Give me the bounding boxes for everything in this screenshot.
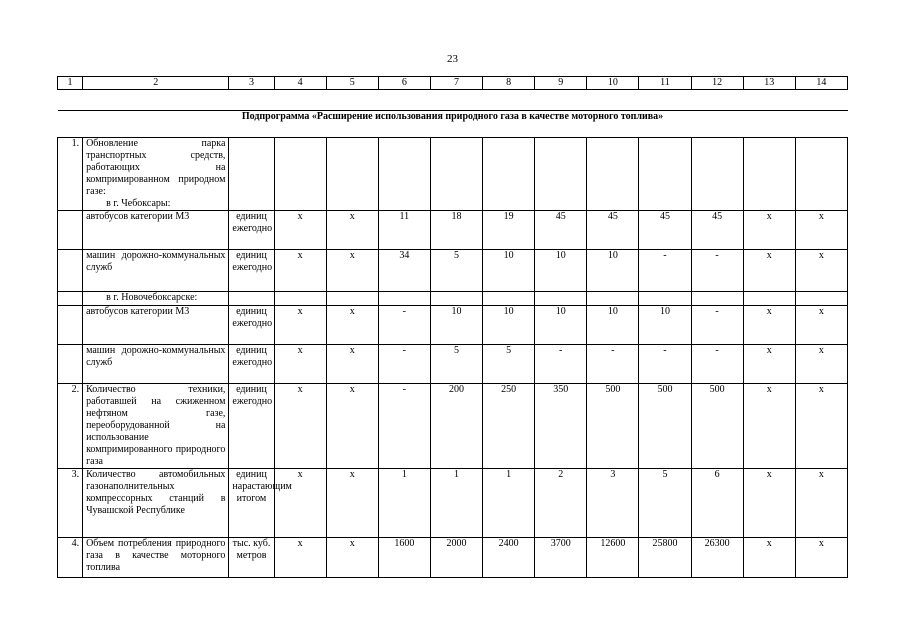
value-cell xyxy=(326,292,378,306)
row-unit: единиц ежегодно xyxy=(229,250,274,292)
value-cell: 10 xyxy=(430,306,482,345)
value-cell: 5 xyxy=(430,345,482,384)
row-number xyxy=(58,306,83,345)
value-cell xyxy=(274,292,326,306)
value-cell: 200 xyxy=(430,384,482,469)
value-cell: 5 xyxy=(430,250,482,292)
value-cell: 2400 xyxy=(483,538,535,578)
value-cell xyxy=(639,292,691,306)
value-cell: 500 xyxy=(691,384,743,469)
row-description xyxy=(83,138,229,211)
value-cell: x xyxy=(326,306,378,345)
row-number: 2. xyxy=(58,384,83,469)
value-cell xyxy=(795,292,847,306)
value-cell: x xyxy=(326,469,378,538)
row-unit: единиц ежегодно xyxy=(229,384,274,469)
value-cell: 45 xyxy=(639,211,691,250)
value-cell: x xyxy=(743,306,795,345)
row-description: автобусов категории М3 xyxy=(83,211,229,250)
column-number: 3 xyxy=(229,77,274,90)
cell xyxy=(587,138,639,211)
value-cell: x xyxy=(326,345,378,384)
value-cell: 5 xyxy=(639,469,691,538)
value-cell: x xyxy=(274,306,326,345)
row-description: Количество техники, работавшей на сжиженном нефтяном газе, переоборудованной на использование компримированного природного газа xyxy=(83,384,229,469)
value-cell: 45 xyxy=(691,211,743,250)
table-row xyxy=(58,306,848,345)
column-number: 7 xyxy=(430,77,482,90)
row-unit: тыс. куб. метров xyxy=(229,538,274,578)
column-number: 9 xyxy=(535,77,587,90)
row-description-text: в г. Новочебоксарске: xyxy=(106,292,198,303)
column-number: 10 xyxy=(587,77,639,90)
value-cell: 1 xyxy=(378,469,430,538)
cell xyxy=(326,138,378,211)
value-cell: 2 xyxy=(535,469,587,538)
table-row xyxy=(58,292,848,306)
column-number: 12 xyxy=(691,77,743,90)
value-cell xyxy=(430,292,482,306)
value-cell: x xyxy=(274,211,326,250)
row-description: автобусов категории М3 xyxy=(83,306,229,345)
cell xyxy=(535,138,587,211)
column-number: 13 xyxy=(743,77,795,90)
row-number xyxy=(58,211,83,250)
value-cell: 10 xyxy=(535,306,587,345)
column-number: 8 xyxy=(483,77,535,90)
value-cell: 6 xyxy=(691,469,743,538)
value-cell: 19 xyxy=(483,211,535,250)
value-cell: - xyxy=(378,345,430,384)
row-number xyxy=(58,292,83,306)
cell xyxy=(483,138,535,211)
row-description xyxy=(83,292,229,306)
cell xyxy=(691,138,743,211)
table-row xyxy=(58,138,848,211)
value-cell: 10 xyxy=(587,250,639,292)
row-number: 3. xyxy=(58,469,83,538)
value-cell: 25800 xyxy=(639,538,691,578)
table-row xyxy=(58,469,848,538)
value-cell: x xyxy=(274,384,326,469)
value-cell: x xyxy=(795,538,847,578)
value-cell: x xyxy=(274,469,326,538)
value-cell: 5 xyxy=(483,345,535,384)
value-cell: 10 xyxy=(483,250,535,292)
row-unit: единиц нарастающим итогом xyxy=(229,469,274,538)
value-cell: 34 xyxy=(378,250,430,292)
column-number: 14 xyxy=(795,77,847,90)
value-cell: - xyxy=(378,384,430,469)
value-cell xyxy=(691,292,743,306)
value-cell: x xyxy=(274,250,326,292)
value-cell: - xyxy=(378,306,430,345)
row-number: 1. xyxy=(58,138,83,211)
value-cell: x xyxy=(795,306,847,345)
value-cell: - xyxy=(691,345,743,384)
table-row xyxy=(58,345,848,384)
row-unit xyxy=(229,138,274,211)
row-unit: единиц ежегодно xyxy=(229,306,274,345)
value-cell: x xyxy=(326,538,378,578)
row-subdescription: в г. Чебоксары: xyxy=(106,198,171,209)
value-cell: x xyxy=(795,384,847,469)
value-cell: 18 xyxy=(430,211,482,250)
value-cell: 500 xyxy=(639,384,691,469)
value-cell: x xyxy=(326,211,378,250)
row-description: машин дорожно-коммунальных служб xyxy=(83,250,229,292)
value-cell xyxy=(743,292,795,306)
data-rows xyxy=(58,211,848,578)
column-number: 1 xyxy=(58,77,83,90)
row-number xyxy=(58,345,83,384)
value-cell: x xyxy=(274,345,326,384)
value-cell: x xyxy=(743,469,795,538)
row-number xyxy=(58,250,83,292)
row-number: 4. xyxy=(58,538,83,578)
value-cell: x xyxy=(326,384,378,469)
value-cell: 3 xyxy=(587,469,639,538)
column-number: 6 xyxy=(378,77,430,90)
value-cell xyxy=(587,292,639,306)
value-cell: 12600 xyxy=(587,538,639,578)
value-cell: 45 xyxy=(587,211,639,250)
value-cell: 10 xyxy=(639,306,691,345)
value-cell: 350 xyxy=(535,384,587,469)
value-cell: - xyxy=(639,345,691,384)
value-cell: x xyxy=(795,250,847,292)
value-cell: x xyxy=(274,538,326,578)
subprogram-title-row xyxy=(58,111,848,138)
table-row xyxy=(58,538,848,578)
row-description: Объем потребления природного газа в качестве моторного топлива xyxy=(83,538,229,578)
row-description-text: Обновление парка транспортных средств, работающих на компримированном природном газе: xyxy=(86,138,226,197)
value-cell: 10 xyxy=(535,250,587,292)
value-cell: 1 xyxy=(430,469,482,538)
value-cell: 250 xyxy=(483,384,535,469)
value-cell: - xyxy=(639,250,691,292)
value-cell: x xyxy=(326,250,378,292)
cell xyxy=(639,138,691,211)
value-cell: x xyxy=(743,384,795,469)
column-number: 4 xyxy=(274,77,326,90)
row-unit xyxy=(229,292,274,306)
value-cell: 10 xyxy=(587,306,639,345)
value-cell: 1 xyxy=(483,469,535,538)
cell xyxy=(274,138,326,211)
subprogram-title: Подпрограмма «Расширение использования природного газа в качестве моторного топлива» xyxy=(58,111,848,138)
column-number: 2 xyxy=(83,77,229,90)
value-cell: x xyxy=(795,211,847,250)
column-number: 5 xyxy=(326,77,378,90)
value-cell: x xyxy=(743,211,795,250)
cell xyxy=(795,138,847,211)
cell xyxy=(743,138,795,211)
table-row xyxy=(58,384,848,469)
spacer-row xyxy=(58,90,848,111)
page-number: 23 xyxy=(447,53,458,65)
value-cell xyxy=(378,292,430,306)
value-cell: 26300 xyxy=(691,538,743,578)
row-unit: единиц ежегодно xyxy=(229,211,274,250)
cell xyxy=(430,138,482,211)
value-cell xyxy=(535,292,587,306)
value-cell: x xyxy=(795,469,847,538)
value-cell: 500 xyxy=(587,384,639,469)
plan-table xyxy=(57,76,848,578)
value-cell: x xyxy=(743,345,795,384)
value-cell: 3700 xyxy=(535,538,587,578)
value-cell: 45 xyxy=(535,211,587,250)
row-unit: единиц ежегодно xyxy=(229,345,274,384)
value-cell: - xyxy=(691,250,743,292)
value-cell: - xyxy=(587,345,639,384)
value-cell: x xyxy=(743,538,795,578)
value-cell: x xyxy=(743,250,795,292)
table-row xyxy=(58,250,848,292)
column-number: 11 xyxy=(639,77,691,90)
value-cell: 10 xyxy=(483,306,535,345)
value-cell: - xyxy=(691,306,743,345)
row-description: машин дорожно-коммунальных служб xyxy=(83,345,229,384)
column-number-row xyxy=(58,77,848,90)
value-cell xyxy=(483,292,535,306)
value-cell: 11 xyxy=(378,211,430,250)
row-description: Количество автомобильных газонаполнительных компрессорных станций в Чувашской Республике xyxy=(83,469,229,538)
value-cell: - xyxy=(535,345,587,384)
value-cell: 1600 xyxy=(378,538,430,578)
cell xyxy=(378,138,430,211)
value-cell: x xyxy=(795,345,847,384)
table-row xyxy=(58,211,848,250)
value-cell: 2000 xyxy=(430,538,482,578)
